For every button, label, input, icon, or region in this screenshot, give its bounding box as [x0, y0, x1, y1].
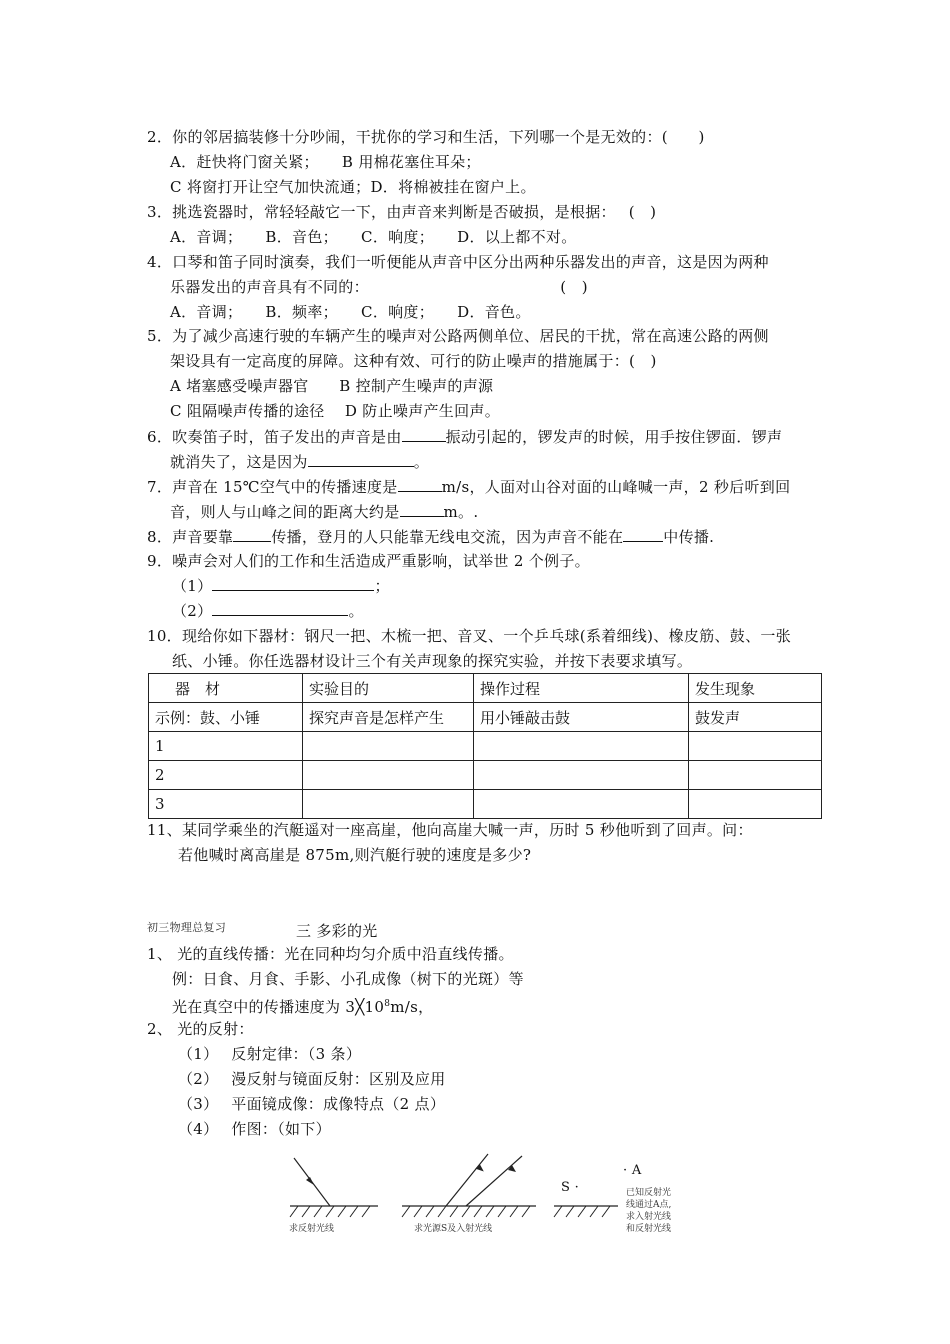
light-speed-line	[172, 994, 433, 1017]
reflection-item-3: （3） 平面镜成像：成像特点（2 点）	[178, 1095, 446, 1113]
light-speed-text: 光在真空中的传播速度为 3╳10	[172, 998, 385, 1016]
diagram-3-caption-1: 已知反射光	[626, 1188, 672, 1198]
q4-stem-line1: 4．口琴和笛子同时演奏，我们一听便能从声音中区分出两种乐器发出的声音，这是因为两种	[147, 253, 769, 271]
table-cell[interactable]	[303, 761, 474, 790]
table-row	[149, 761, 822, 790]
table-cell[interactable]	[474, 732, 689, 761]
point-a-label: · A	[623, 1163, 642, 1178]
reflection-diagram-2	[400, 1150, 540, 1220]
q8-line	[147, 527, 714, 547]
reflection-item-2: （2） 漫反射与镜面反射：区别及应用	[178, 1070, 446, 1088]
table-cell[interactable]	[689, 732, 822, 761]
q9-item-1	[172, 576, 390, 596]
q8-text-c: 中传播.	[663, 528, 715, 546]
q6-line2	[170, 452, 429, 472]
q7-text-d: m。.	[443, 503, 479, 521]
table-row	[149, 790, 822, 819]
q2-options-ab: A．赶快将门窗关紧； B 用棉花塞住耳朵；	[170, 153, 481, 171]
q3-options: A．音调； B．音色； C．响度； D．以上都不对。	[170, 228, 577, 246]
q7-text-b: m/s，人面对山谷对面的山峰喊一声，2 秒后听到回	[441, 478, 791, 496]
q11-line2: 若他喊时离高崖是 875m,则汽艇行驶的速度是多少?	[178, 846, 532, 864]
q10-stem-line1: 10．现给你如下器材：钢尺一把、木梳一把、音叉、一个乒乓球(系着细线)、橡皮筋、鼓、一张	[147, 627, 791, 645]
diagram-3-caption-3: 求入射光线	[626, 1212, 672, 1222]
q6-text-d: 。	[413, 453, 430, 471]
q9-item-2-number: （2）	[172, 602, 213, 620]
q9-item-2-end: 。	[348, 602, 364, 620]
q7-text-c: 音，则人与山峰之间的距离大约是	[170, 503, 400, 521]
q6-text-c: 就消失了，这是因为	[170, 453, 308, 471]
example-materials: 示例：鼓、小锤	[149, 703, 303, 732]
table-cell[interactable]	[474, 761, 689, 790]
q7-text-a: 7．声音在 15℃空气中的传播速度是	[147, 478, 398, 496]
q9-blank-1[interactable]	[212, 576, 374, 591]
diagram-2-caption: 求光源S及入射光线	[414, 1224, 493, 1234]
experiment-table	[148, 673, 822, 819]
q9-stem: 9．噪声会对人们的工作和生活造成严重影响，试举世 2 个例子。	[147, 552, 590, 570]
table-cell[interactable]	[303, 732, 474, 761]
section-title: 三 多彩的光	[296, 922, 378, 940]
q6-text-b: 振动引起的，锣发声的时候，用手按住锣面．锣声	[445, 428, 783, 446]
q5-stem-line1: 5．为了减少高速行驶的车辆产生的噪声对公路两侧单位、居民的干扰，常在高速公路的两侧	[147, 327, 769, 345]
diagram-3-caption-4: 和反射光线	[626, 1224, 672, 1234]
reflection-item-4: （4） 作图：（如下）	[178, 1120, 331, 1138]
reflection-item-1: （1） 反射定律：（3 条）	[178, 1045, 362, 1063]
row-number: 1	[149, 732, 303, 761]
q3-stem: 3．挑选瓷器时，常轻轻敲它一下，由声音来判断是否破损，是根据： ( )	[147, 203, 657, 221]
mirror-diagram-3	[552, 1200, 622, 1222]
q8-text-a: 8．声音要靠	[147, 528, 234, 546]
example-purpose: 探究声音是怎样产生	[303, 703, 474, 732]
header-purpose: 实验目的	[303, 674, 474, 703]
q7-line1	[147, 477, 790, 497]
light-section-2: 2、 光的反射：	[147, 1020, 254, 1038]
table-cell[interactable]	[303, 790, 474, 819]
table-header-row	[149, 674, 822, 703]
row-number: 3	[149, 790, 303, 819]
review-label: 初三物理总复习	[147, 921, 227, 934]
q2-stem: 2．你的邻居搞装修十分吵闹，干扰你的学习和生活，下列哪一个是无效的：( )	[147, 128, 705, 146]
q7-line2	[170, 502, 478, 522]
header-phenomenon: 发生现象	[689, 674, 822, 703]
q5-stem-line2: 架设具有一定高度的屏障。这种有效、可行的防止噪声的措施属于：( )	[170, 352, 657, 370]
q4-stem-line2: 乐器发出的声音具有不同的： ( )	[170, 278, 588, 296]
q6-line1	[147, 427, 782, 447]
q6-text-a: 6．吹奏笛子时，笛子发出的声音是由	[147, 428, 402, 446]
light-speed-unit: m/s，	[390, 998, 434, 1016]
example-phenomenon: 鼓发声	[689, 703, 822, 732]
diagram-1-caption: 求反射光线	[289, 1224, 335, 1234]
table-cell[interactable]	[689, 761, 822, 790]
q9-item-1-end: ；	[374, 577, 390, 595]
light-section-1: 1、 光的直线传播：光在同种均匀介质中沿直线传播。	[147, 945, 514, 963]
diagram-3-caption-2: 线通过A点,	[626, 1200, 672, 1210]
q7-blank-1[interactable]	[398, 477, 442, 492]
light-section-1-examples: 例：日食、月食、手影、小孔成像（树下的光斑）等	[172, 970, 524, 988]
q6-blank-1[interactable]	[402, 427, 446, 442]
header-materials: 器 材	[149, 674, 303, 703]
q10-stem-line2: 纸、小锤。你任选器材设计三个有关声现象的探究实验，并按下表要求填写。	[172, 652, 693, 670]
q8-blank-1[interactable]	[233, 527, 271, 542]
q9-item-2	[172, 601, 364, 621]
q9-item-1-number: （1）	[172, 577, 213, 595]
q8-text-b: 传播，登月的人只能靠无线电交流，因为声音不能在	[271, 528, 624, 546]
light-speed-exponent: 8	[384, 999, 391, 1009]
table-row	[149, 732, 822, 761]
q5-options-ab: A 堵塞感受噪声器官 B 控制产生噪声的声源	[170, 377, 494, 395]
q11-line1: 11、某同学乘坐的汽艇遥对一座高崖，他向高崖大喊一声，历时 5 秒他听到了回声。问：	[147, 821, 753, 839]
q7-blank-2[interactable]	[400, 502, 444, 517]
q9-blank-2[interactable]	[212, 601, 348, 616]
row-number: 2	[149, 761, 303, 790]
table-cell[interactable]	[689, 790, 822, 819]
q8-blank-2[interactable]	[623, 527, 663, 542]
q6-blank-2[interactable]	[308, 452, 414, 467]
reflection-diagram-1	[286, 1150, 381, 1220]
table-row-example	[149, 703, 822, 732]
point-s-label: S ·	[561, 1180, 580, 1195]
q5-options-cd: C 阻隔噪声传播的途径 D 防止噪声产生回声。	[170, 402, 501, 420]
table-cell[interactable]	[474, 790, 689, 819]
q2-options-cd: C 将窗打开让空气加快流通；D．将棉被挂在窗户上。	[170, 178, 536, 196]
example-procedure: 用小锤敲击鼓	[474, 703, 689, 732]
header-procedure: 操作过程	[474, 674, 689, 703]
q4-options: A．音调； B．频率； C．响度； D．音色。	[170, 303, 531, 321]
